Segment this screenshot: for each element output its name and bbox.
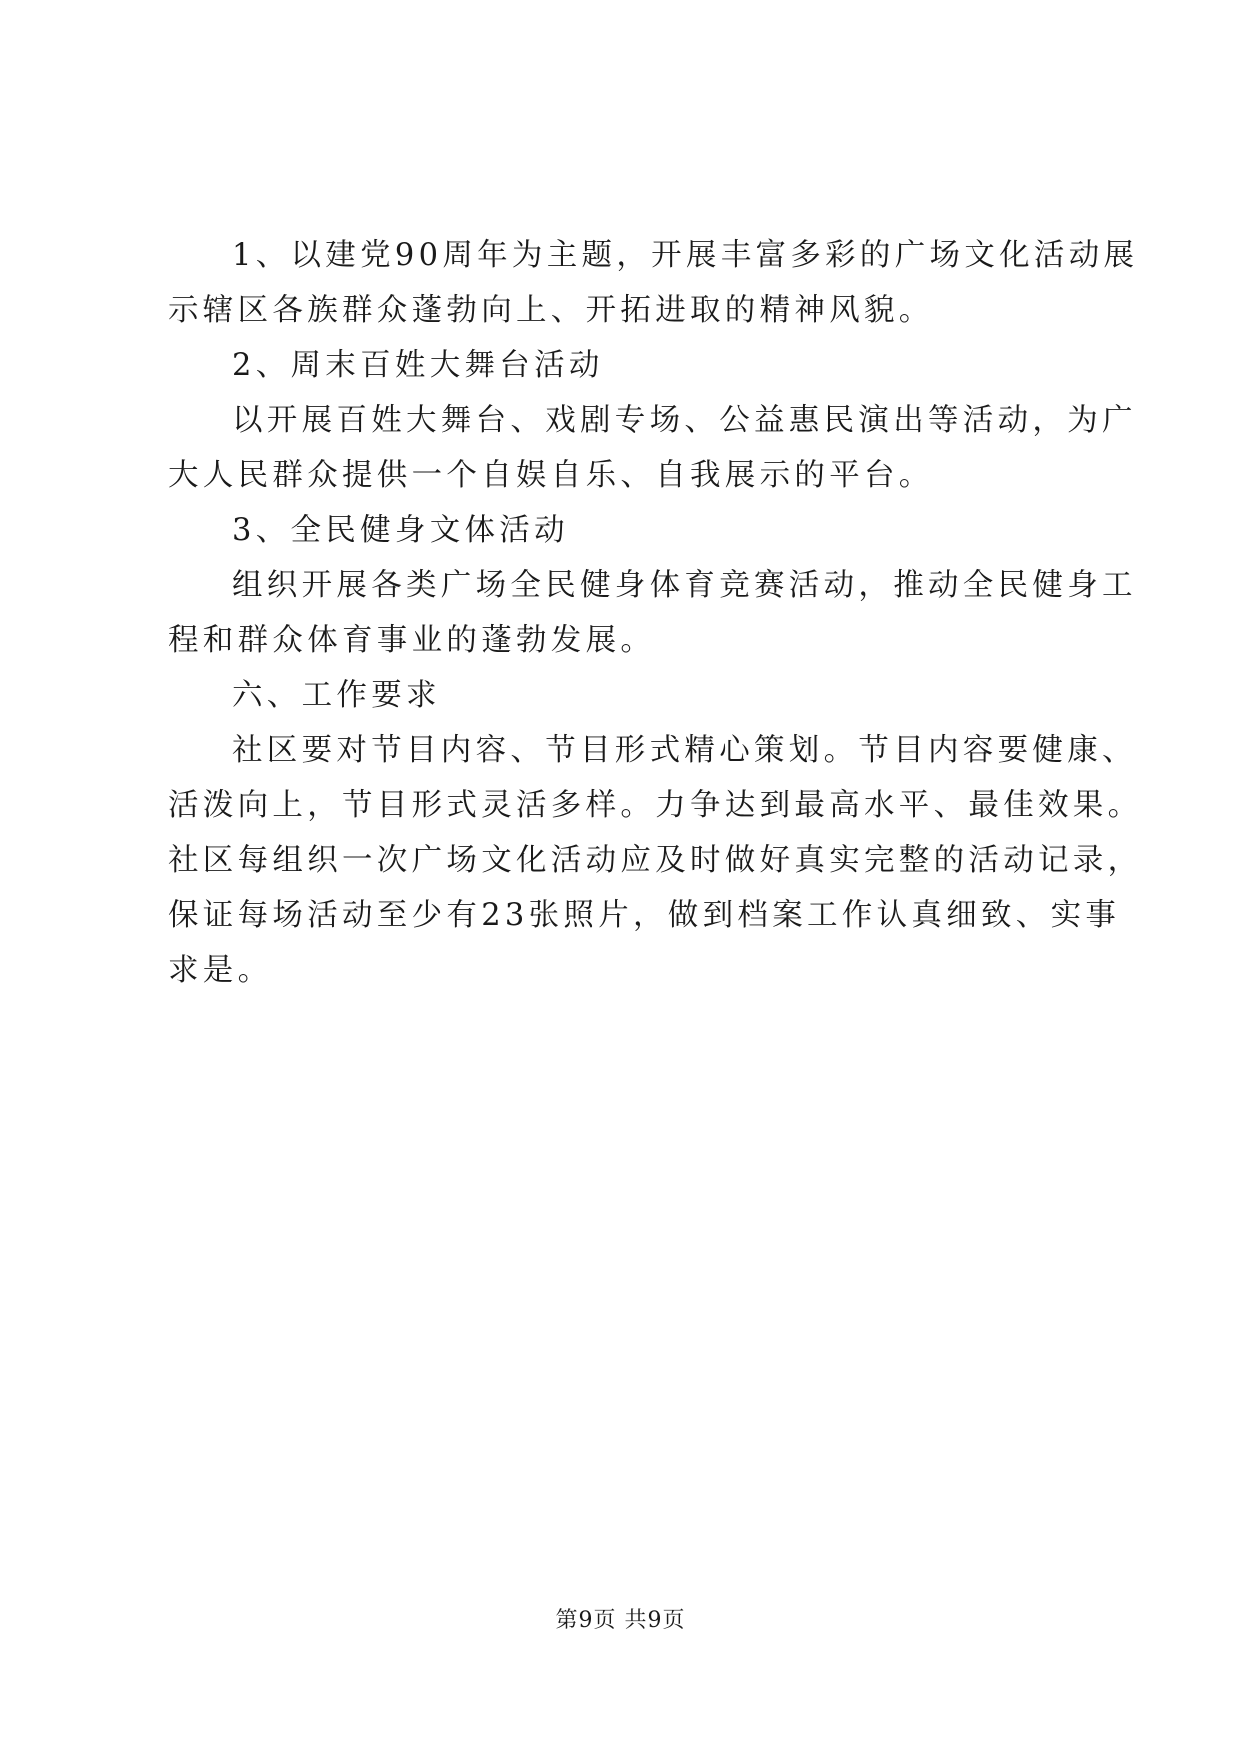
paragraph-line: 组织开展各类广场全民健身体育竞赛活动，推动全民健身工 <box>232 568 1137 603</box>
page-footer: 第9页 共9页 <box>555 1608 686 1633</box>
paragraph-line: 社区每组织一次广场文化活动应及时做好真实完整的活动记录， <box>168 843 1143 878</box>
paragraph-line: 大人民群众提供一个自娱自乐、自我展示的平台。 <box>168 458 934 493</box>
paragraph-line: 示辖区各族群众蓬勃向上、开拓进取的精神风貌。 <box>168 293 934 328</box>
paragraph-line: 保证每场活动至少有23张照片，做到档案工作认真细致、实事 <box>168 898 1121 933</box>
paragraph-line: 程和群众体育事业的蓬勃发展。 <box>168 623 656 658</box>
paragraph-line: 社区要对节目内容、节目形式精心策划。节目内容要健康、 <box>232 733 1137 768</box>
paragraph-line: 以开展百姓大舞台、戏剧专场、公益惠民演出等活动，为广 <box>232 403 1137 438</box>
paragraph-line: 1、以建党90周年为主题，开展丰富多彩的广场文化活动展 <box>232 238 1139 273</box>
paragraph-line: 活泼向上，节目形式灵活多样。力争达到最高水平、最佳效果。 <box>168 788 1143 823</box>
section-heading: 2、周末百姓大舞台活动 <box>232 348 604 383</box>
paragraph-line: 求是。 <box>168 953 273 988</box>
section-heading: 3、全民健身文体活动 <box>232 513 569 548</box>
section-heading: 六、工作要求 <box>232 678 441 713</box>
document-body <box>168 228 1143 998</box>
